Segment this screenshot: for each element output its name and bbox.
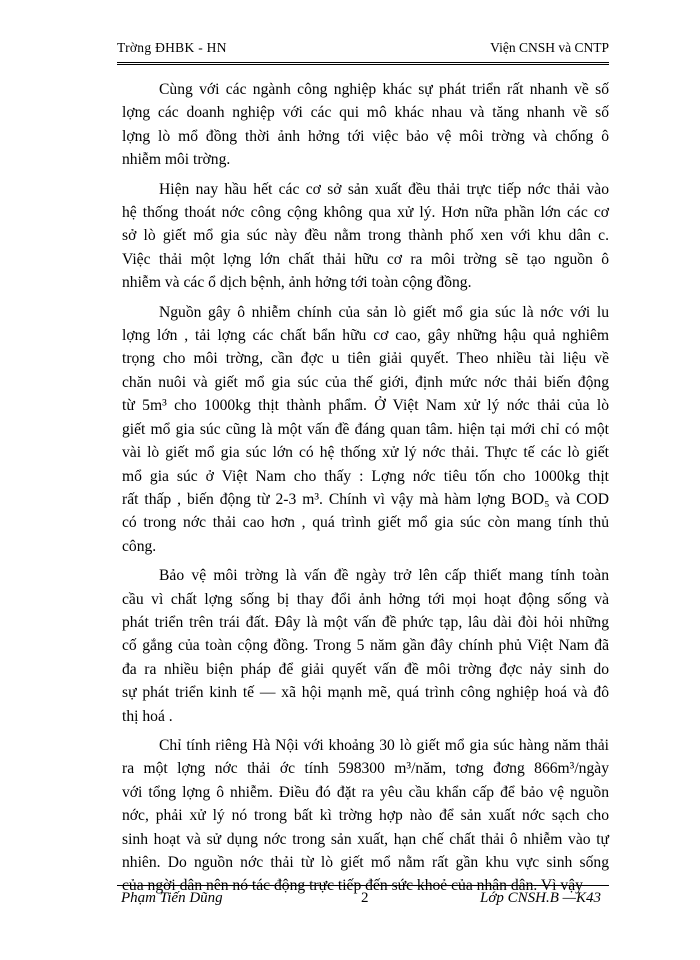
footer-page-number: 2 [361,890,369,906]
footer-class: Lớp CNSH.B —K43 [480,890,601,906]
paragraph-line: có trong nớc thải cao hơn , quá trình giết mổ gia súc còn mang tính thủ [122,514,609,532]
paragraph-line: sinh hoạt và sử dụng nớc trong sản xuất, hạn chế chất thải ô nhiễm vào tự [122,830,609,848]
paragraph-line: Cùng với các ngành công nghiệp khác sự phát triển rất nhanh về số [159,81,609,98]
paragraph-line: từ 5m³ cho 1000kg thịt thành phẩm. Ở Việt Nam xử lý nớc thải của lò [122,397,609,415]
paragraph-line: nhiên. Do nguồn nớc thải từ lò giết mổ nằm rất gần khu vực sinh sống [122,854,609,871]
paragraph-line: mổ gia súc ở Việt Nam cho thấy : Lợng nớc tiêu tốn cho 1000kg thịt [122,467,609,485]
paragraph-line: ra một lợng nớc thải ớc tính 598300 m³/năm, tơng đơng 866m³/ngày [122,760,609,778]
paragraph-line: với tổng lợng ô nhiễm. Điều đó đặt ra yêu cầu khẩn cấp để bảo vệ nguồn [122,783,609,801]
paragraph [122,734,609,898]
paragraph-line: cầu vì chất lợng sống bị thay đổi ảnh hởng tới mọi hoạt động sống và [122,590,609,608]
paragraph-line: Việc thải một lợng lớn chất thải hữu cơ ra môi trờng sẽ tạo nguồn ô [122,250,609,268]
paragraph-line: sở lò giết mổ gia súc này đều nằm trong thành phố xen với khu dân c. [122,227,609,245]
paragraph-line: sự phát triển kinh tế — xã hội mạnh mẽ, quá trình công nghiệp hoá và đô [122,684,609,702]
paragraph-line: nhiễm và các ổ dịch bệnh, ảnh hởng tới toàn cộng đồng. [122,274,472,292]
paragraph-line: Chỉ tính riêng Hà Nội với khoảng 30 lò giết mổ gia súc hàng năm thải [159,736,609,754]
page-footer [117,885,609,908]
paragraph-line: thị hoá . [122,707,173,725]
paragraph-line: phát triển trên trái đất. Đây là một vấn đề phức tạp, lâu dài đòi hỏi những [122,613,609,631]
paragraph-line: trọng cho môi trờng, cần đợc u tiên giải quyết. Theo nhiều tài liệu về [122,350,609,368]
paragraph-line: giết mổ gia súc cũng là một vấn đề đáng quan tâm. hiện tại mới chỉ có một [122,420,609,438]
footer-author: Phạm Tiến Dũng [121,890,223,906]
paragraph [122,178,609,295]
paragraph-line: Nguồn gây ô nhiễm chính của sản lò giết mổ gia súc là nớc với lu [159,303,609,321]
paragraph-line: cố gắng của toàn cộng đồng. Trong 5 năm gần đây chính phủ Việt Nam đã [122,637,609,655]
paragraph-line: đa ra nhiều biện pháp để giải quyết vấn đề môi trờng đợc nảy sinh do [122,660,609,678]
paragraph-line: Bảo vệ môi trờng là vấn đề ngày trở lên cấp thiết mang tính toàn [159,567,609,585]
paragraph-line: chăn nuôi và giết mổ gia súc của thế giới, định mức nớc thải biến động [122,373,609,391]
paragraph-line: công. [122,537,157,555]
paragraph-line: rất thấp , biến động từ 2-3 m³. Chính vì vậy mà hàm lợng BOD₅ và COD [122,490,609,508]
page-header [117,40,609,65]
paragraph-line: Hiện nay hầu hết các cơ sở sản xuất đều thải trực tiếp nớc thải vào [159,180,609,198]
paragraph [122,78,609,172]
document-body [122,78,609,904]
paragraph-line: lợng lò mổ đồng thời ảnh hởng tới việc bảo vệ môi trờng và chống ô [122,127,609,145]
header-institute: Viện CNSH và CNTP [490,40,609,55]
paragraph-line: nhiễm môi trờng. [122,151,231,169]
paragraph-line: nớc, phải xử lý nó trong bất kì trờng hợp nào để sản xuất nớc sạch cho [122,807,609,825]
paragraph-line: của ngời dân nên nó tác động trực tiếp đến sức khoẻ của nhân dân. Vì vậy [122,877,583,895]
paragraph [122,301,609,558]
paragraph [122,564,609,728]
paragraph-line: hệ thống thoát nớc công cộng không qua xử lý. Hơn nữa phần lớn các cơ [122,204,609,222]
paragraph-line: lợng các doanh nghiệp với các qui mô khác nhau và tăng nhanh về số [122,104,609,122]
paragraph-line: vài lò giết mổ gia súc lớn có hệ thống xử lý nớc thải. Thực tế các lò giết [122,444,609,462]
header-university: Trờng ĐHBK - HN [117,40,227,55]
paragraph-line: lợng lớn , tải lợng các chất bẩn hữu cơ cao, gây những hậu quả nghiêm [122,327,609,345]
